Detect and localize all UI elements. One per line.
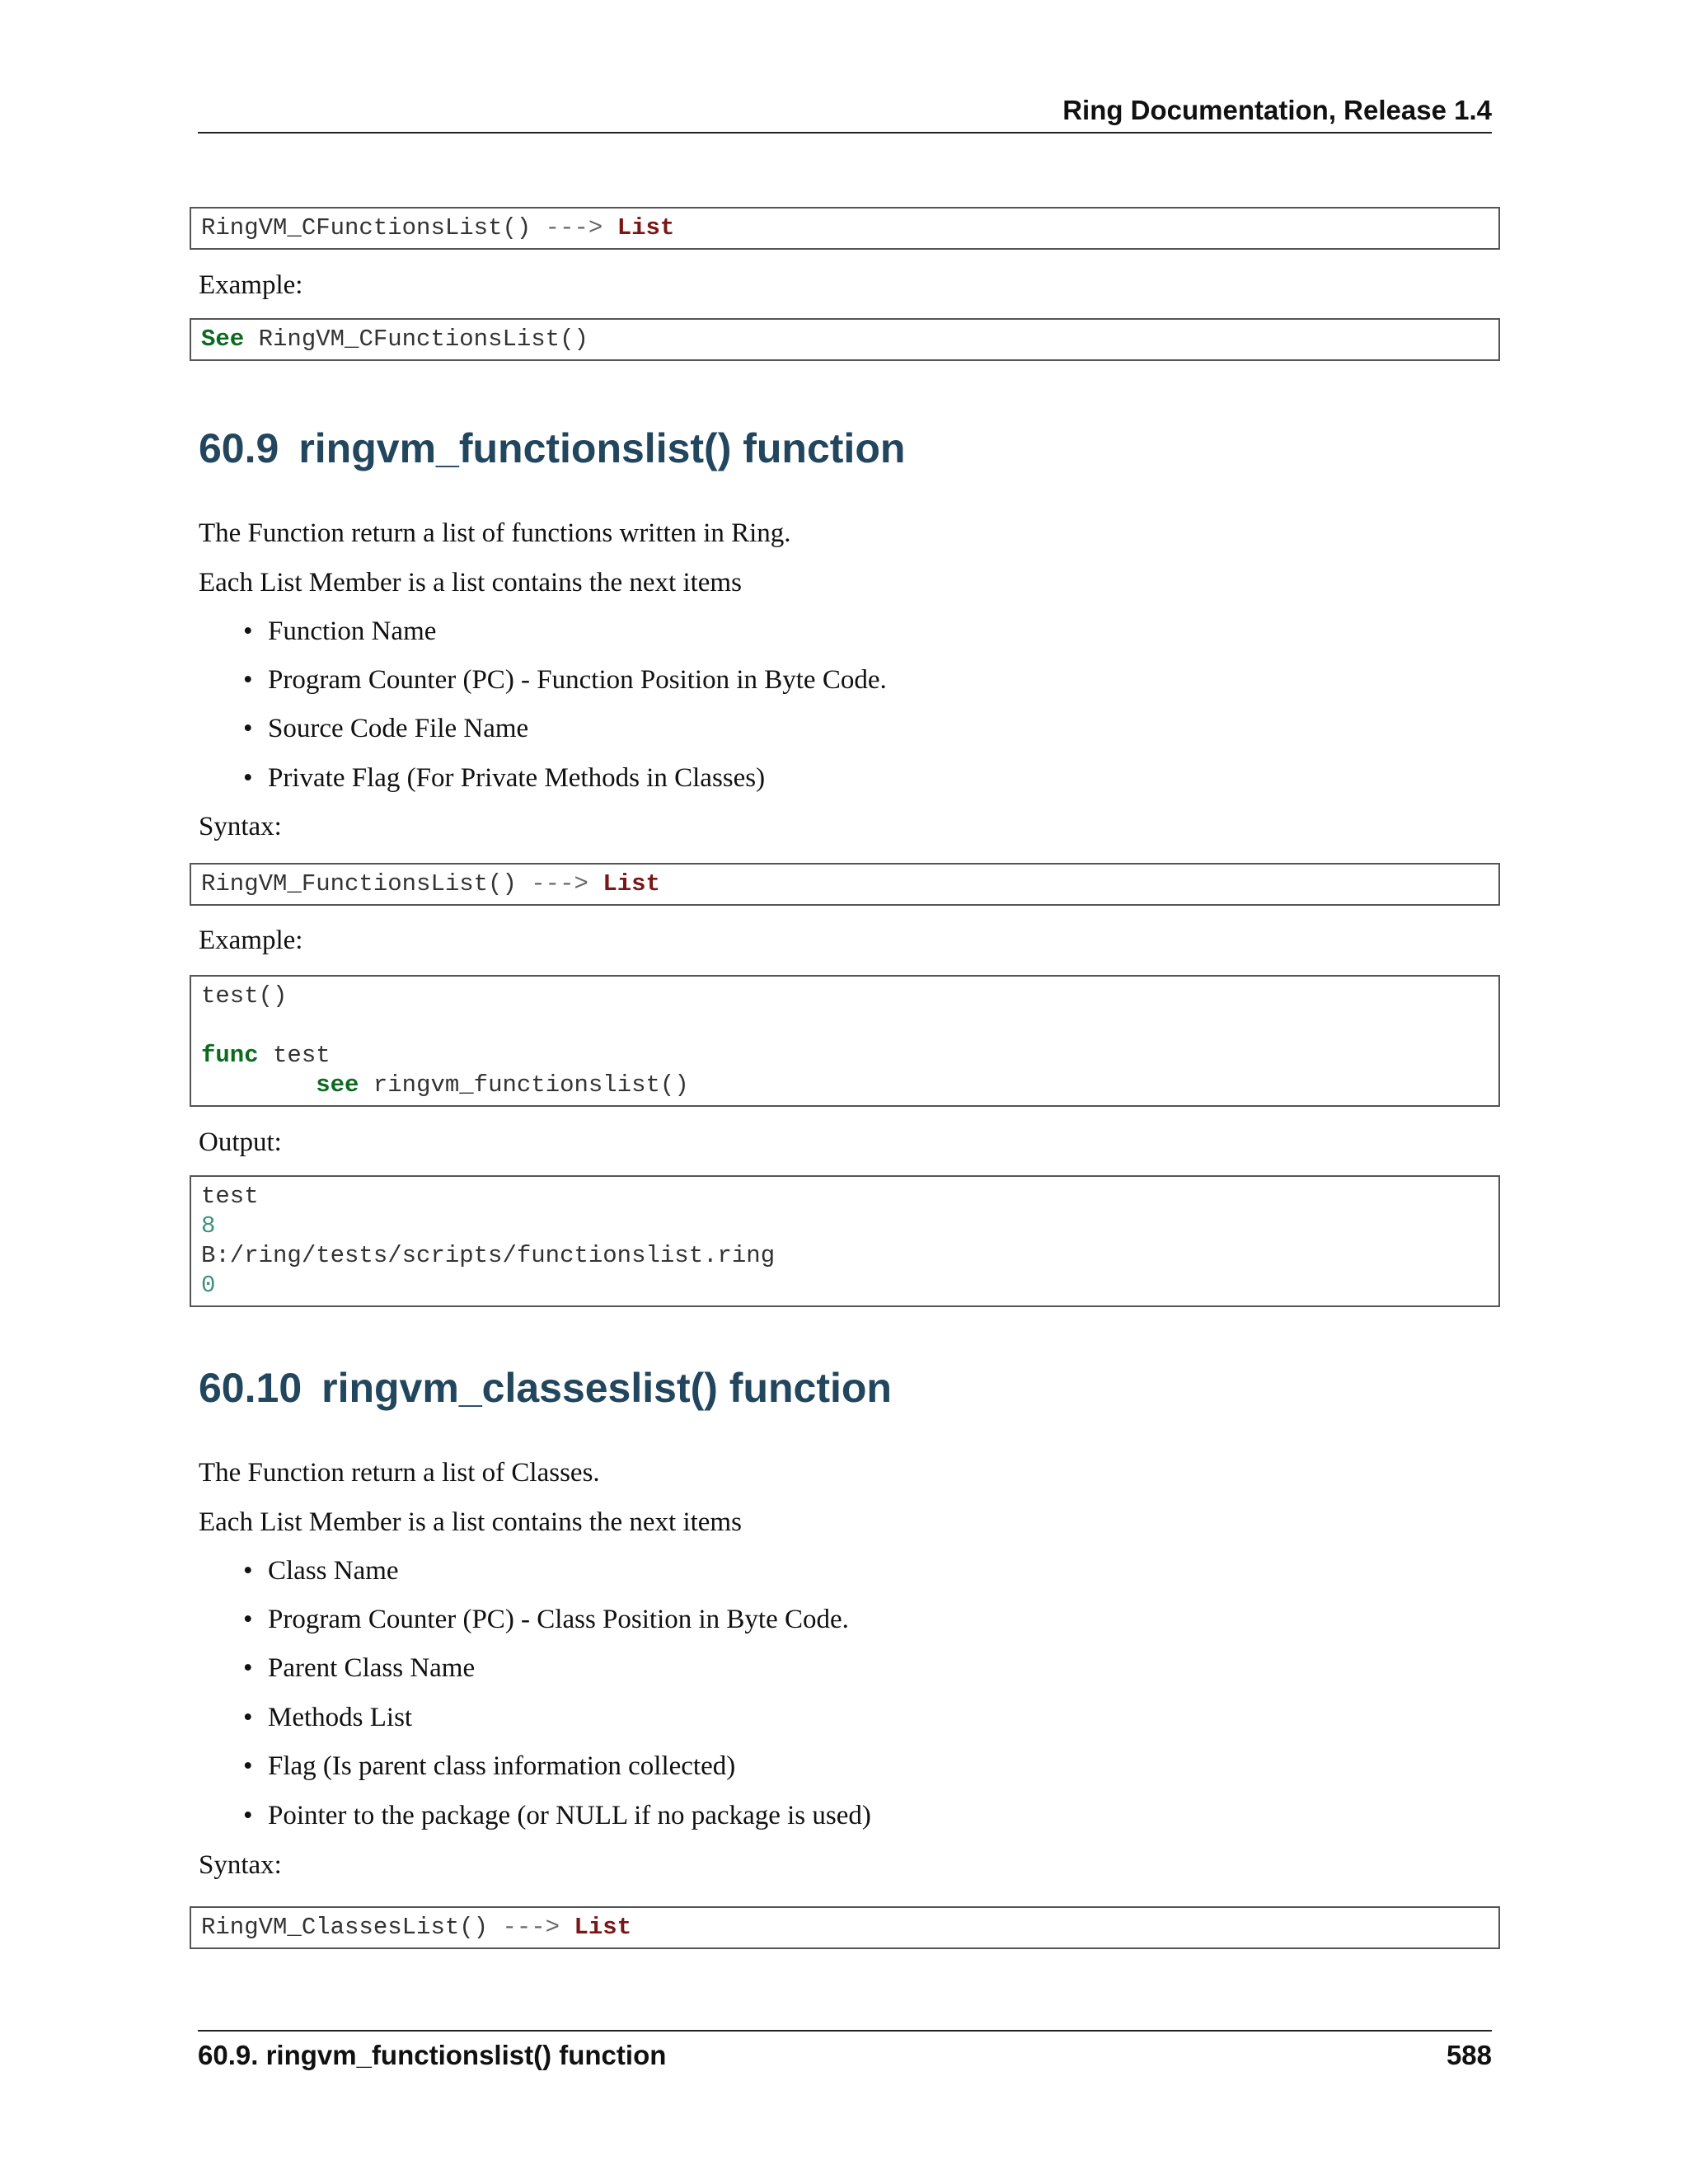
syntax-label: Syntax: [199, 1850, 282, 1880]
footer-section: 60.9. ringvm_functionslist() function [198, 2040, 667, 2070]
list-item [243, 1603, 849, 1636]
section-heading-60-10 [199, 1363, 892, 1413]
example-label: Example: [199, 270, 303, 300]
list-item [243, 712, 528, 745]
code-line: test() [201, 982, 288, 1010]
paragraph-intro: The Function return a list of Classes. [199, 1458, 600, 1488]
section-title: ringvm_classeslist() function [321, 1365, 892, 1411]
bullet-icon: • [243, 665, 253, 695]
list-item [243, 663, 887, 696]
code-return-type: List [574, 1914, 632, 1941]
list-item-text: Source Code File Name [268, 714, 529, 743]
paragraph-items-intro: Each List Member is a list contains the next items [199, 568, 742, 598]
footer-page-number: 588 [1446, 2040, 1492, 2070]
example-label: Example: [199, 926, 303, 955]
code-keyword-func: func [201, 1042, 259, 1069]
code-fn: RingVM_FunctionsList() [201, 870, 517, 898]
code-arrow: ---> [531, 870, 588, 898]
bullet-icon: • [243, 1801, 253, 1830]
output-line: test [201, 1183, 259, 1210]
code-keyword: See [201, 326, 245, 353]
list-item-text: Program Counter (PC) - Class Position in Byte Code. [268, 1605, 849, 1634]
list-item-text: Private Flag (For Private Methods in Classes) [268, 763, 766, 793]
section-title: ringvm_functionslist() function [298, 425, 906, 471]
code-block-functionslist-example [190, 975, 1500, 1107]
list-item-text: Parent Class Name [268, 1653, 476, 1683]
code-block-classeslist-syntax [190, 1906, 1500, 1949]
bullet-icon: • [243, 1556, 253, 1586]
code-block-cfunctionslist-syntax [190, 207, 1500, 250]
list-item-text: Pointer to the package (or NULL if no package is used) [268, 1801, 871, 1830]
syntax-label: Syntax: [199, 812, 282, 841]
code-keyword-see: see [316, 1071, 359, 1099]
page-footer [198, 2030, 1492, 2079]
list-item [243, 1652, 475, 1685]
code-return-type: List [617, 214, 675, 241]
header-title: Ring Documentation, Release 1.4 [1062, 95, 1492, 125]
code-block-cfunctionslist-example [190, 318, 1500, 361]
output-label: Output: [199, 1127, 282, 1157]
list-item [243, 1554, 399, 1587]
output-line: B:/ring/tests/scripts/functionslist.ring [201, 1242, 776, 1269]
list-item-text: Program Counter (PC) - Function Position in Byte Code. [268, 665, 887, 695]
section-number: 60.10 [199, 1365, 302, 1411]
list-item [243, 1701, 412, 1734]
bullet-icon: • [243, 616, 253, 646]
bullet-icon: • [243, 1751, 253, 1781]
paragraph-items-intro: Each List Member is a list contains the next items [199, 1507, 742, 1537]
code-block-functionslist-output [190, 1175, 1500, 1307]
list-item-text: Class Name [268, 1556, 399, 1586]
code-see-call: ringvm_functionslist() [373, 1071, 689, 1099]
code-fn: RingVM_CFunctionsList() [201, 214, 532, 241]
code-call: RingVM_CFunctionsList() [258, 326, 588, 353]
code-fn: RingVM_ClassesList() [201, 1914, 489, 1941]
page-header [198, 89, 1492, 134]
code-func-name: test [273, 1042, 331, 1069]
code-block-functionslist-syntax [190, 863, 1500, 906]
bullet-icon: • [243, 1605, 253, 1634]
output-line: 0 [201, 1272, 216, 1299]
list-item [243, 762, 765, 794]
list-item-text: Function Name [268, 616, 437, 646]
bullet-icon: • [243, 1703, 253, 1732]
list-item [243, 1799, 871, 1832]
list-item [243, 1750, 735, 1783]
bullet-icon: • [243, 763, 253, 793]
code-arrow: ---> [545, 214, 603, 241]
section-heading-60-9 [199, 424, 905, 473]
bullet-icon: • [243, 714, 253, 743]
code-return-type: List [603, 870, 660, 898]
section-number: 60.9 [199, 425, 279, 471]
bullet-icon: • [243, 1653, 253, 1683]
paragraph-intro: The Function return a list of functions written in Ring. [199, 518, 791, 548]
list-item [243, 615, 436, 648]
list-item-text: Flag (Is parent class information collected) [268, 1751, 736, 1781]
code-arrow: ---> [502, 1914, 560, 1941]
output-line: 8 [201, 1212, 216, 1240]
list-item-text: Methods List [268, 1703, 413, 1732]
